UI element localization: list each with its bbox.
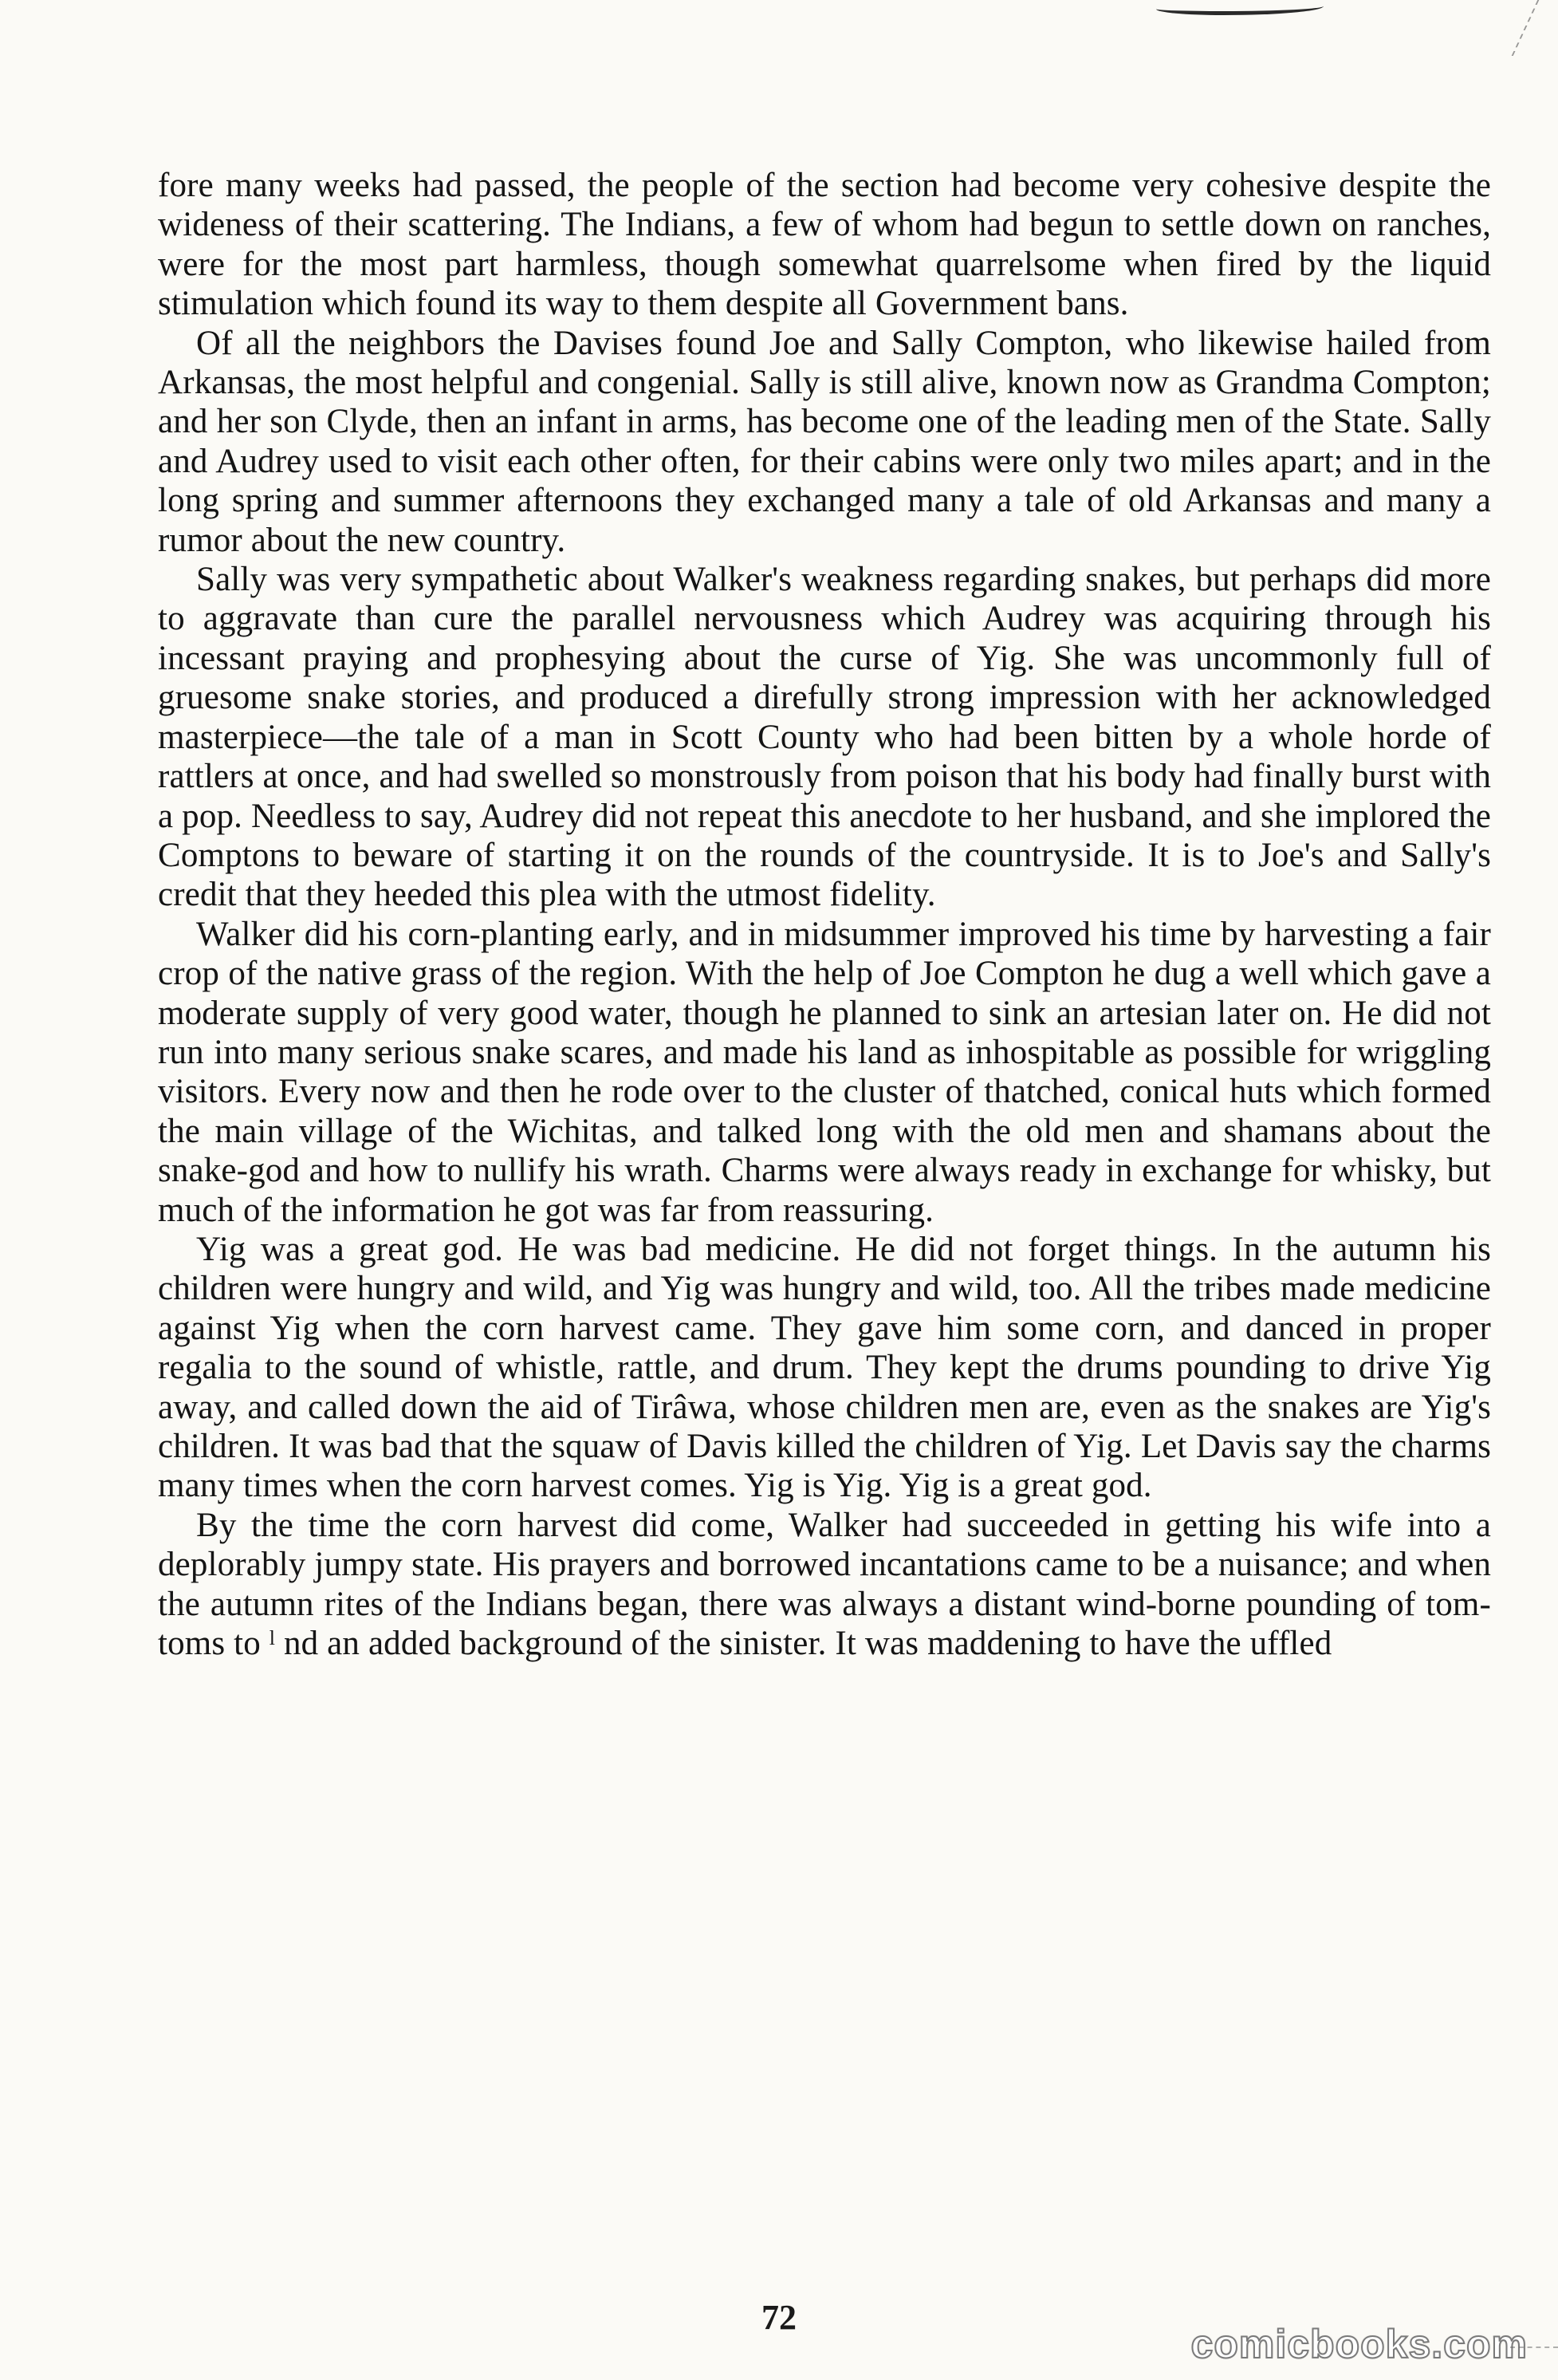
scan-artifact-corner	[1512, 0, 1558, 56]
paragraph-4: Walker did his corn-planting early, and in midsummer improved his time by harvesting a fair crop of the native grass of the region. With the help of Joe Compton he dug a well which gave a moderate supply of very good water, though he planned to sink an artesian later on. He did not run into many serious snake scares, and made his land as inhospitable as possible for wriggling visitors. Every now and then he rode over to the cluster of thatched, conical huts which formed the main village of the Wichitas, and talked long with the old men and shamans about the snake-god and how to nullify his wrath. Charms were always ready in exchange for whisky, but much of the information he got was far from reassuring.	[158, 915, 1491, 1229]
watermark: comicbooks.com	[1190, 2322, 1528, 2366]
page-number: 72	[761, 2298, 797, 2337]
scan-artifact-bottom	[1510, 2347, 1558, 2380]
paragraph-2: Of all the neighbors the Davises found Joe and Sally Compton, who likewise hailed from Arkansas, the most helpful and congenial. Sally is still alive, known now as Grandma Compton; and her son Clyde, then an infant in arms, has become one of the leading men of the State. Sally and Audrey used to visit each other often, for their cabins were only two miles apart; and in the long spring and summer afternoons they exchanged many a tale of old Arkansas and many a rumor about the new country.	[158, 324, 1491, 559]
paragraph-1: fore many weeks had passed, the people of the section had become very cohesive despite the wideness of their scattering. The Indians, a few of whom had begun to settle down on ranches, were for the most part harmless, though somewhat quarrelsome when fired by the liquid stimulation which found its way to them despite all Government bans.	[158, 167, 1491, 323]
paragraph-5: Yig was a great god. He was bad medicine. He did not forget things. In the autumn his children were hungry and wild, and Yig was hungry and wild, too. All the tribes made medicine against Yig when the corn harvest came. They gave him some corn, and danced in proper regalia to the sound of whistle, rattle, and drum. They kept the drums pounding to drive Yig away, and called down the aid of Tirâwa, whose children men are, even as the snakes are Yig's children. It was bad that the squaw of Davis killed the children of Yig. Let Davis say the charms many times when the corn harvest comes. Yig is Yig. Yig is a great god.	[158, 1230, 1491, 1505]
scan-artifact-top	[1156, 0, 1324, 15]
paragraph-3: Sally was very sympathetic about Walker's weakness regarding snakes, but perhaps did more to aggravate than cure the parallel nervousness which Audrey was acquiring through his incessant praying and prophesying about the curse of Yig. She was uncommonly full of gruesome snake stories, and produced a direfully strong impression with her acknowledged masterpiece—the tale of a man in Scott County who had been bitten by a whole horde of rattlers at once, and had swelled so monstrously from poison that his body had finally burst with a pop. Needless to say, Audrey did not repeat this anecdote to her husband, and she implored the Comptons to beware of starting it on the rounds of the countryside. It is to Joe's and Sally's credit that they heeded this plea with the utmost fidelity.	[158, 561, 1491, 914]
paragraph-6: By the time the corn harvest did come, Walker had succeeded in getting his wife into a deplorably jumpy state. His prayers and borrowed incantations came to be a nuisance; and when the autumn rites of the Indians began, there was always a distant wind-borne pounding of tom-toms to ˡ nd an added background of the sinister. It was maddening to have the uffled	[158, 1506, 1491, 1663]
body-text	[158, 166, 1491, 1663]
